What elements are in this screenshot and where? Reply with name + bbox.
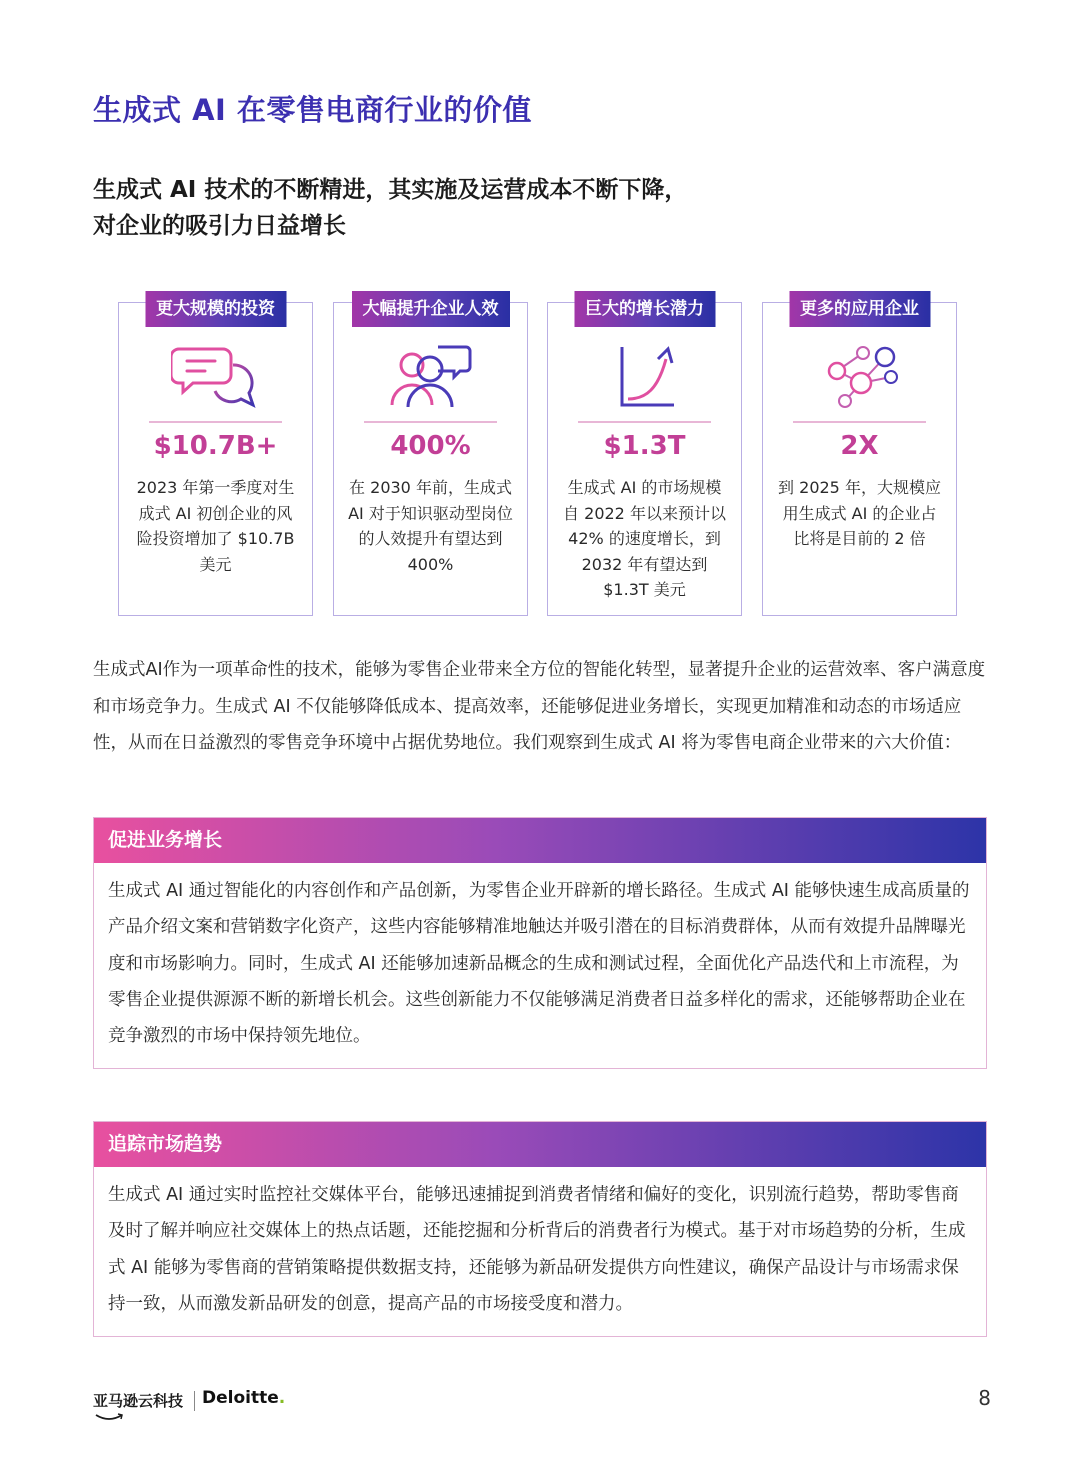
card-value: 400% (390, 431, 471, 461)
section-heading: 追踪市场趋势 (94, 1122, 986, 1167)
card-tag: 更多的应用企业 (789, 291, 930, 327)
stats-cards (118, 299, 958, 616)
card-description: 生成式 AI 的市场规模自 2022 年以来预计以 42% 的速度增长，到 2032 年有望达到 $1.3T 美元 (563, 478, 726, 599)
deloitte-text: Deloitte (202, 1388, 279, 1408)
footer-separator (194, 1391, 195, 1411)
section-market-trends (93, 1121, 987, 1337)
card-divider (793, 421, 926, 423)
section-business-growth (93, 817, 987, 1069)
footer (93, 1386, 993, 1426)
people-icon (386, 343, 476, 409)
card-description: 2023 年第一季度对生成式 AI 初创企业的风险投资增加了 $10.7B 美元 (136, 478, 295, 574)
stat-card-investment (118, 299, 313, 616)
network-icon (815, 343, 905, 409)
deloitte-dot: . (278, 1388, 286, 1408)
stat-card-adoption (762, 299, 957, 616)
section-body: 生成式 AI 通过智能化的内容创作和产品创新，为零售企业开辟新的增长路径。生成式 AI 能够快速生成高质量的产品介绍文案和营销数字化资产，这些内容能够精准地触达并吸引潜在的目标消费群体，从而有效提升品牌曝光度和市场影响力。同时，生成式 AI 还能够加速新品概念的生成和测试过程，全面优化产品迭代和上市流程，为零售企业提供源源不断的新增长机会。这些创新能力不仅能够满足消费者日益多样化的需求，还能够帮助企业在竞争激烈的市场中保持领先地位。 (108, 881, 970, 1047)
card-tag: 大幅提升企业人效 (352, 291, 510, 327)
card-divider (364, 421, 497, 423)
card-description: 到 2025 年，大规模应用生成式 AI 的企业占比将是目前的 2 倍 (778, 478, 941, 548)
card-value: $10.7B+ (153, 431, 278, 461)
card-description: 在 2030 年前，生成式 AI 对于知识驱动型岗位的人效提升有望达到 400% (348, 478, 513, 574)
page-title: 生成式 AI 在零售电商行业的价值 (93, 93, 532, 127)
chat-bubbles-icon (171, 343, 261, 409)
deloitte-brand (202, 1388, 285, 1408)
section-body: 生成式 AI 通过实时监控社交媒体平台，能够迅速捕捉到消费者情绪和偏好的变化，识别流行趋势，帮助零售商及时了解并响应社交媒体上的热点话题，还能挖掘和分析背后的消费者行为模式。基于对市场趋势的分析，生成式 AI 能够为零售商的营销策略提供数据支持，还能够为新品研发提供方向性建议，确保产品设计与市场需求保持一致，从而激发新品研发的创意，提高产品的市场接受度和潜力。 (108, 1185, 966, 1314)
page-number: 8 (978, 1386, 991, 1410)
subtitle-line: 对企业的吸引力日益增长 (93, 213, 346, 239)
aws-smile-icon (95, 1413, 125, 1422)
stat-card-efficiency (333, 299, 528, 616)
aws-brand: 亚马逊云科技 (93, 1392, 184, 1410)
card-tag: 巨大的增长潜力 (574, 291, 715, 327)
card-value: 2X (840, 431, 879, 461)
card-divider (578, 421, 711, 423)
growth-curve-icon (600, 343, 690, 409)
subtitle-line: 生成式 AI 技术的不断精进，其实施及运营成本不断下降， (93, 177, 688, 203)
card-tag: 更大规模的投资 (145, 291, 286, 327)
intro-paragraph: 生成式AI作为一项革命性的技术，能够为零售企业带来全方位的智能化转型，显著提升企业的运营效率、客户满意度和市场竞争力。生成式 AI 不仅能够降低成本、提高效率，还能够促进业务增长，实现更加精准和动态的市场适应性，从而在日益激烈的零售竞争环境中占据优势地位。我们观察到生成式 AI 将为零售电商企业带来的六大价值： (93, 660, 986, 753)
stat-card-growth (547, 299, 742, 616)
section-heading: 促进业务增长 (94, 818, 986, 863)
card-value: $1.3T (603, 431, 686, 461)
subtitle (93, 172, 687, 244)
card-divider (149, 421, 282, 423)
